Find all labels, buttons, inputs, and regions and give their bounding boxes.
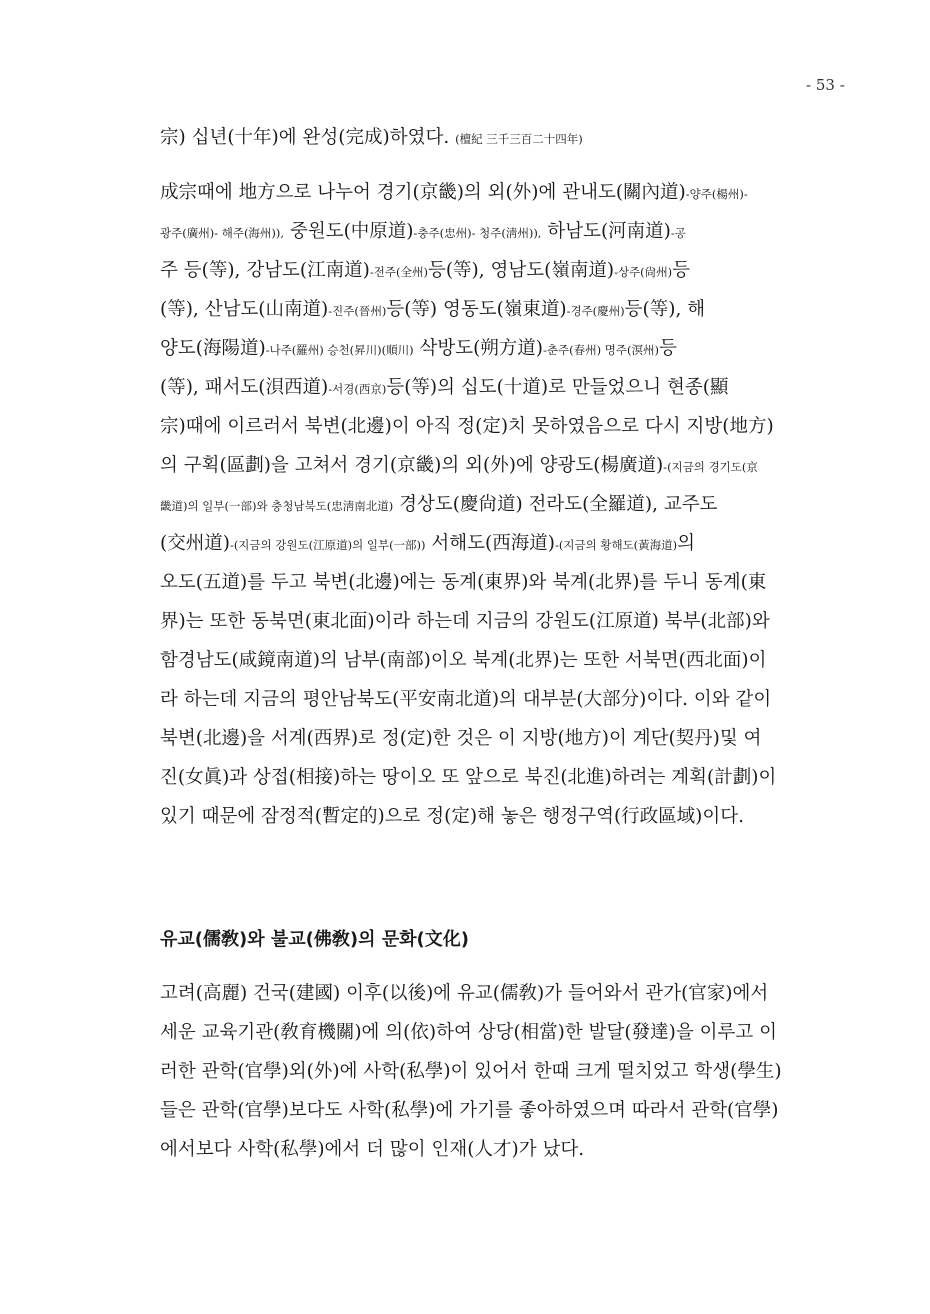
intro-text: 宗) 십년(十年)에 완성(完成)하였다. (160, 127, 450, 148)
body-text: 宗)때에 이르러서 북변(北邊)이 아직 정(定)치 못하였음으로 다시 지방(地方) (160, 416, 774, 437)
body-text: 주 등(等), 강남도(江南道) (160, 260, 370, 281)
annotation-text: -상주(尙州) (614, 265, 673, 279)
text-line (160, 524, 820, 563)
text-line (160, 212, 820, 251)
text-line (160, 290, 820, 329)
body-text: 등 (658, 338, 677, 359)
body-text: 등(等), 해 (624, 299, 706, 320)
annotation-text: -(지금의 강원도(江原道)의 일부(一部)) (229, 538, 426, 552)
body-text: 함경남도(咸鏡南道)의 남부(南部)이오 북계(北界)는 또한 서북면(西北面)이 (160, 650, 767, 671)
text-line (160, 719, 820, 758)
body-text: 하남도(河南道) (541, 221, 671, 242)
annotation-text: -춘주(春州) 명주(溟州) (543, 343, 659, 357)
text-line (160, 368, 820, 407)
body-text: 등(等)의 십도(十道)로 만들었으니 현종(顯 (386, 377, 729, 398)
text-line (160, 563, 820, 602)
annotation-text: -공 (670, 226, 686, 240)
text-line (160, 758, 820, 797)
text-line: 들은 관학(官學)보다도 사학(私學)에 가기를 좋아하였으며 따라서 관학(官學) (160, 1100, 779, 1121)
body-text: 등(等) 영동도(嶺東道) (386, 299, 567, 320)
text-line (160, 407, 820, 446)
annotation-text: -(지금의 경기도(京 (663, 460, 758, 474)
text-line (160, 641, 820, 680)
annotation-text: -양주(楊州)- (685, 187, 748, 201)
body-text: 삭방도(朔方道) (413, 338, 544, 359)
text-line (160, 446, 820, 485)
body-text: 오도(五道)를 두고 북변(北邊)에는 동계(東界)와 북계(北界)를 두니 동계(東 (160, 572, 767, 593)
paragraph-administrative-divisions (160, 173, 820, 836)
text-line (160, 680, 820, 719)
body-text: 진(女眞)과 상접(相接)하는 땅이오 또 앞으로 북진(北進)하려는 계획(計劃)이 (160, 767, 777, 788)
body-text: 있기 때문에 잠정적(暫定的)으로 정(定)해 놓은 행정구역(行政區域)이다. (160, 806, 745, 827)
body-text: 서해도(西海道) (425, 533, 555, 554)
annotation-text: -충주(忠州)- 청주(淸州)), (413, 226, 542, 240)
text-line (160, 251, 820, 290)
annotation-text: -서경(西京) (328, 382, 387, 396)
body-text: (等), 산남도(山南道) (160, 299, 329, 320)
body-text: 의 구획(區劃)을 고쳐서 경기(京畿)의 외(外)에 양광도(楊廣道) (160, 455, 664, 476)
annotation-text: 畿道)의 일부(一部)와 충청남북도(忠淸南北道) (160, 499, 394, 513)
body-text: 界)는 또한 동북면(東北面)이라 하는데 지금의 강원도(江原道) 북부(北部)와 (160, 611, 770, 632)
text-line: 러한 관학(官學)외(外)에 사학(私學)이 있어서 한때 크게 떨치었고 학생(學生) (160, 1061, 782, 1082)
text-line: 에서보다 사학(私學)에서 더 많이 인재(人才)가 났다. (160, 1139, 585, 1160)
text-line: 고려(高麗) 건국(建國) 이후(以後)에 유교(儒敎)가 들어와서 관가(官家)에서 (160, 983, 769, 1004)
body-text: 등(等), 영남도(嶺南道) (427, 260, 615, 281)
text-line (160, 329, 820, 368)
paragraph-confucianism-culture (160, 974, 820, 1169)
body-text: 등 (672, 260, 691, 281)
annotation-text: -전주(全州) (369, 265, 428, 279)
body-text: 북변(北邊)을 서계(西界)로 정(定)한 것은 이 지방(地方)이 계단(契丹)및 여 (160, 728, 762, 749)
body-text: (等), 패서도(浿西道) (160, 377, 329, 398)
body-text: 양도(海陽道) (160, 338, 266, 359)
body-text: 경상도(慶尙道) 전라도(全羅道), 교주도 (393, 494, 718, 515)
intro-note: (檀紀 三千三百二十四年) (455, 132, 583, 146)
text-line (160, 173, 820, 212)
body-text: (交州道) (160, 533, 230, 554)
text-line (160, 797, 820, 836)
annotation-text: -진주(晉州) (328, 304, 387, 318)
body-text: 成宗때에 地方으로 나누어 경기(京畿)의 외(外)에 관내도(關內道) (160, 182, 686, 203)
annotation-text: -경주(慶州) (566, 304, 625, 318)
annotation-text: -(지금의 황해도(黃海道) (554, 538, 678, 552)
body-text: 라 하는데 지금의 평안남북도(平安南北道)의 대부분(大部分)이다. 이와 같이 (160, 689, 772, 710)
body-text: 중원도(中原道) (284, 221, 414, 242)
annotation-text: 광주(廣州)- 해주(海州)), (160, 226, 285, 240)
body-text: 의 (677, 533, 696, 554)
text-line (160, 602, 820, 641)
text-line: 세운 교육기관(敎育機關)에 의(依)하여 상당(相當)한 발달(發達)을 이루고 이 (160, 1022, 777, 1043)
section-heading: 유교(儒敎)와 불교(佛敎)의 문화(文化) (160, 929, 469, 950)
text-line (160, 485, 820, 524)
page-number: - 53 - (806, 76, 845, 94)
intro-line (160, 118, 820, 157)
annotation-text: -나주(羅州) 승천(昇川)(順川) (265, 343, 414, 357)
